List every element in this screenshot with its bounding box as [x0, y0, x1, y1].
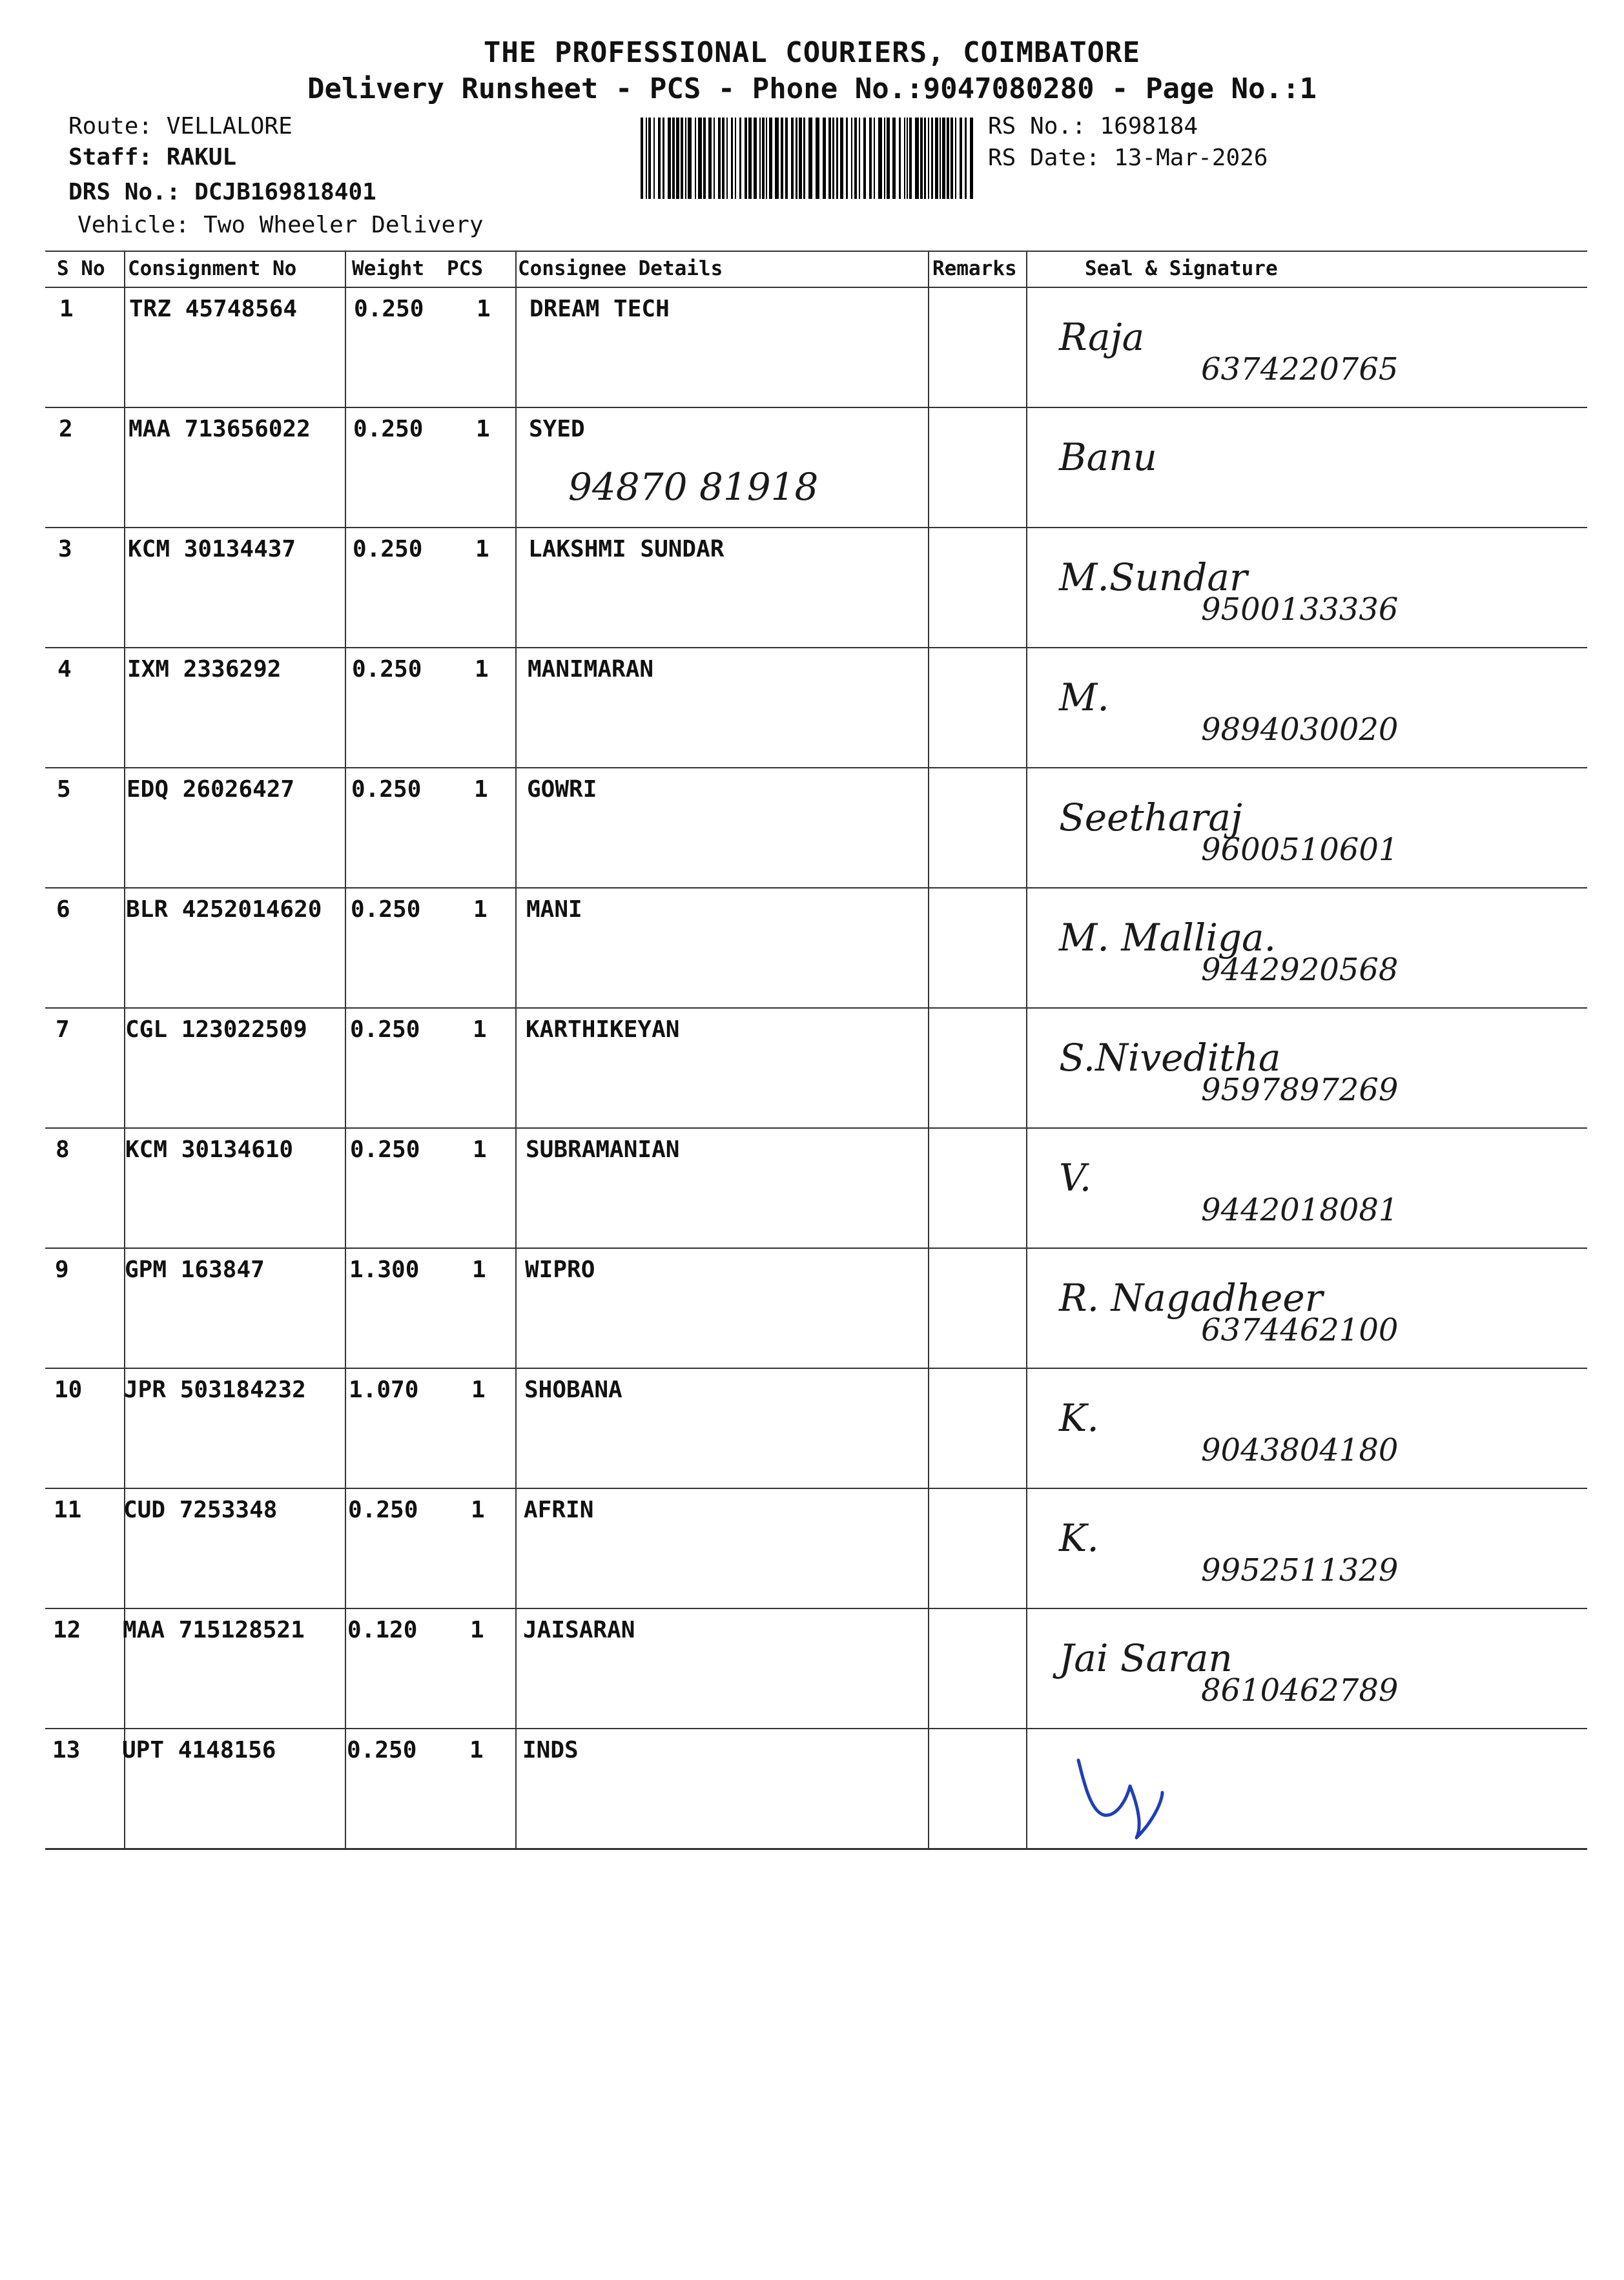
row-consignment: CGL 123022509 — [125, 1016, 307, 1043]
staff-label: Staff: RAKUL — [68, 144, 237, 170]
row-pcs: 1 — [473, 1016, 487, 1043]
signature-tick-icon — [1065, 1754, 1169, 1844]
row-pcs: 1 — [473, 1136, 487, 1163]
table-rule — [45, 407, 1587, 408]
route-label: Route: VELLALORE — [68, 113, 293, 139]
row-pcs: 1 — [471, 1497, 485, 1523]
row-pcs: 1 — [471, 1377, 486, 1403]
row-sno: 2 — [59, 416, 73, 442]
signature-text: M.Sundar — [1059, 555, 1248, 599]
signature-phone: 9894030020 — [1201, 712, 1399, 748]
row-consignment: JPR 503184232 — [124, 1377, 306, 1403]
row-consignee: DREAM TECH — [529, 296, 670, 322]
row-sno: 13 — [52, 1737, 81, 1763]
row-consignee: WIPRO — [525, 1257, 595, 1283]
row-sno: 8 — [56, 1136, 70, 1163]
table-column-rule — [928, 251, 929, 1848]
row-weight: 0.250 — [351, 776, 422, 803]
signature-phone: 9442920568 — [1201, 952, 1399, 988]
row-consignee: MANIMARAN — [528, 656, 654, 683]
row-pcs: 1 — [476, 416, 490, 442]
table-rule — [45, 887, 1587, 888]
signature-phone: 9500133336 — [1201, 591, 1399, 628]
row-consignment: KCM 30134610 — [125, 1136, 294, 1163]
row-consignment: MAA 715128521 — [123, 1617, 305, 1643]
table-rule — [45, 251, 1587, 252]
signature-phone: 9442018081 — [1201, 1192, 1399, 1228]
header-consignee: Consignee Details — [518, 257, 723, 280]
header-consignment: Consignment No — [128, 257, 297, 280]
row-consignee: KARTHIKEYAN — [526, 1016, 680, 1043]
table-rule — [45, 1728, 1587, 1729]
row-pcs: 1 — [469, 1737, 484, 1763]
row-consignment: EDQ 26026427 — [127, 776, 295, 803]
row-sno: 5 — [57, 776, 71, 803]
signature-phone: 9597897269 — [1201, 1072, 1399, 1108]
signature-text: Seetharaj — [1059, 796, 1242, 839]
table-rule — [45, 647, 1587, 648]
row-pcs: 1 — [472, 1257, 486, 1283]
row-pcs: 1 — [475, 656, 489, 683]
signature-phone: 9952511329 — [1201, 1552, 1399, 1588]
table-column-rule — [1026, 251, 1027, 1848]
table-rule — [45, 1608, 1587, 1609]
signature-text: Raja — [1059, 315, 1145, 359]
row-consignee: LAKSHMI SUNDAR — [528, 536, 725, 562]
row-weight: 1.300 — [349, 1257, 420, 1283]
barcode-icon — [641, 118, 976, 199]
row-consignment: TRZ 45748564 — [129, 296, 298, 322]
row-sno: 6 — [56, 896, 70, 923]
row-sno: 12 — [53, 1617, 81, 1643]
handwritten-phone-note: 94870 81918 — [568, 465, 819, 509]
row-weight: 0.250 — [352, 656, 422, 683]
table-rule — [45, 527, 1587, 528]
row-consignment: BLR 4252014620 — [126, 896, 322, 923]
row-consignee: SUBRAMANIAN — [526, 1136, 680, 1163]
rs-number: RS No.: 1698184 — [988, 113, 1198, 139]
row-weight: 1.070 — [349, 1377, 419, 1403]
drs-number: DRS No.: DCJB169818401 — [68, 179, 376, 205]
signature-text: M. Malliga. — [1059, 916, 1277, 960]
signature-text: Banu — [1059, 435, 1157, 479]
header-seal-signature: Seal & Signature — [1085, 257, 1278, 280]
row-pcs: 1 — [475, 536, 489, 562]
header-remarks: Remarks — [932, 257, 1017, 280]
rs-date: RS Date: 13-Mar-2026 — [988, 145, 1268, 171]
row-weight: 0.120 — [347, 1617, 418, 1643]
signature-text: R. Nagadheer — [1059, 1276, 1323, 1320]
row-consignee: MANI — [526, 896, 582, 923]
table-column-rule — [515, 251, 517, 1848]
row-sno: 7 — [56, 1016, 70, 1043]
row-sno: 1 — [59, 296, 74, 322]
row-consignee: SYED — [529, 416, 585, 442]
signature-phone: 6374220765 — [1201, 351, 1399, 387]
row-sno: 9 — [55, 1257, 69, 1283]
company-title: THE PROFESSIONAL COURIERS, COIMBATORE — [483, 36, 1141, 69]
row-consignment: MAA 713656022 — [128, 416, 311, 442]
row-pcs: 1 — [470, 1617, 484, 1643]
row-consignee: JAISARAN — [523, 1617, 635, 1643]
row-weight: 0.250 — [350, 1136, 420, 1163]
signature-phone: 9043804180 — [1201, 1432, 1399, 1468]
row-weight: 0.250 — [353, 536, 423, 562]
row-weight: 0.250 — [347, 1737, 417, 1763]
row-pcs: 1 — [474, 776, 488, 803]
table-column-rule — [124, 251, 125, 1848]
row-consignment: IXM 2336292 — [127, 656, 282, 683]
table-rule — [45, 287, 1587, 288]
header-pcs: PCS — [447, 257, 483, 280]
table-rule — [45, 1007, 1587, 1009]
signature-text: V. — [1059, 1156, 1092, 1200]
table-column-rule — [345, 251, 346, 1848]
signature-phone: 9600510601 — [1201, 832, 1399, 868]
header-weight: Weight — [352, 257, 424, 280]
table-rule — [45, 1127, 1587, 1129]
signature-phone: 8610462789 — [1201, 1672, 1399, 1709]
row-consignee: SHOBANA — [524, 1377, 622, 1403]
signature-text: K. — [1059, 1396, 1099, 1440]
row-weight: 0.250 — [354, 296, 424, 322]
table-rule — [45, 1248, 1587, 1249]
signature-text: Jai Saran — [1059, 1636, 1233, 1680]
runsheet-subtitle: Delivery Runsheet - PCS - Phone No.:9047080280 - Page No.:1 — [307, 72, 1317, 105]
row-consignee: INDS — [522, 1737, 579, 1763]
signature-phone: 6374462100 — [1201, 1312, 1399, 1348]
row-consignment: CUD 7253348 — [123, 1497, 278, 1523]
row-weight: 0.250 — [351, 896, 421, 923]
table-rule — [45, 1848, 1587, 1850]
table-rule — [45, 767, 1587, 768]
row-sno: 10 — [54, 1377, 83, 1403]
signature-text: M. — [1059, 675, 1109, 719]
table-rule — [45, 1488, 1587, 1489]
row-sno: 11 — [54, 1497, 82, 1523]
row-sno: 3 — [58, 536, 72, 562]
table-rule — [45, 1368, 1587, 1369]
signature-text: S.Niveditha — [1059, 1036, 1281, 1080]
vehicle-label: Vehicle: Two Wheeler Delivery — [77, 212, 484, 238]
signature-text: K. — [1059, 1516, 1099, 1560]
row-pcs: 1 — [473, 896, 488, 923]
header-sno: S No — [57, 257, 105, 280]
row-weight: 0.250 — [350, 1016, 420, 1043]
row-consignment: UPT 4148156 — [122, 1737, 276, 1763]
row-consignment: KCM 30134437 — [128, 536, 296, 562]
row-consignee: AFRIN — [524, 1497, 594, 1523]
row-weight: 0.250 — [348, 1497, 418, 1523]
row-sno: 4 — [57, 656, 72, 683]
row-consignee: GOWRI — [527, 776, 597, 803]
row-weight: 0.250 — [353, 416, 424, 442]
row-pcs: 1 — [477, 296, 491, 322]
row-consignment: GPM 163847 — [125, 1257, 265, 1283]
